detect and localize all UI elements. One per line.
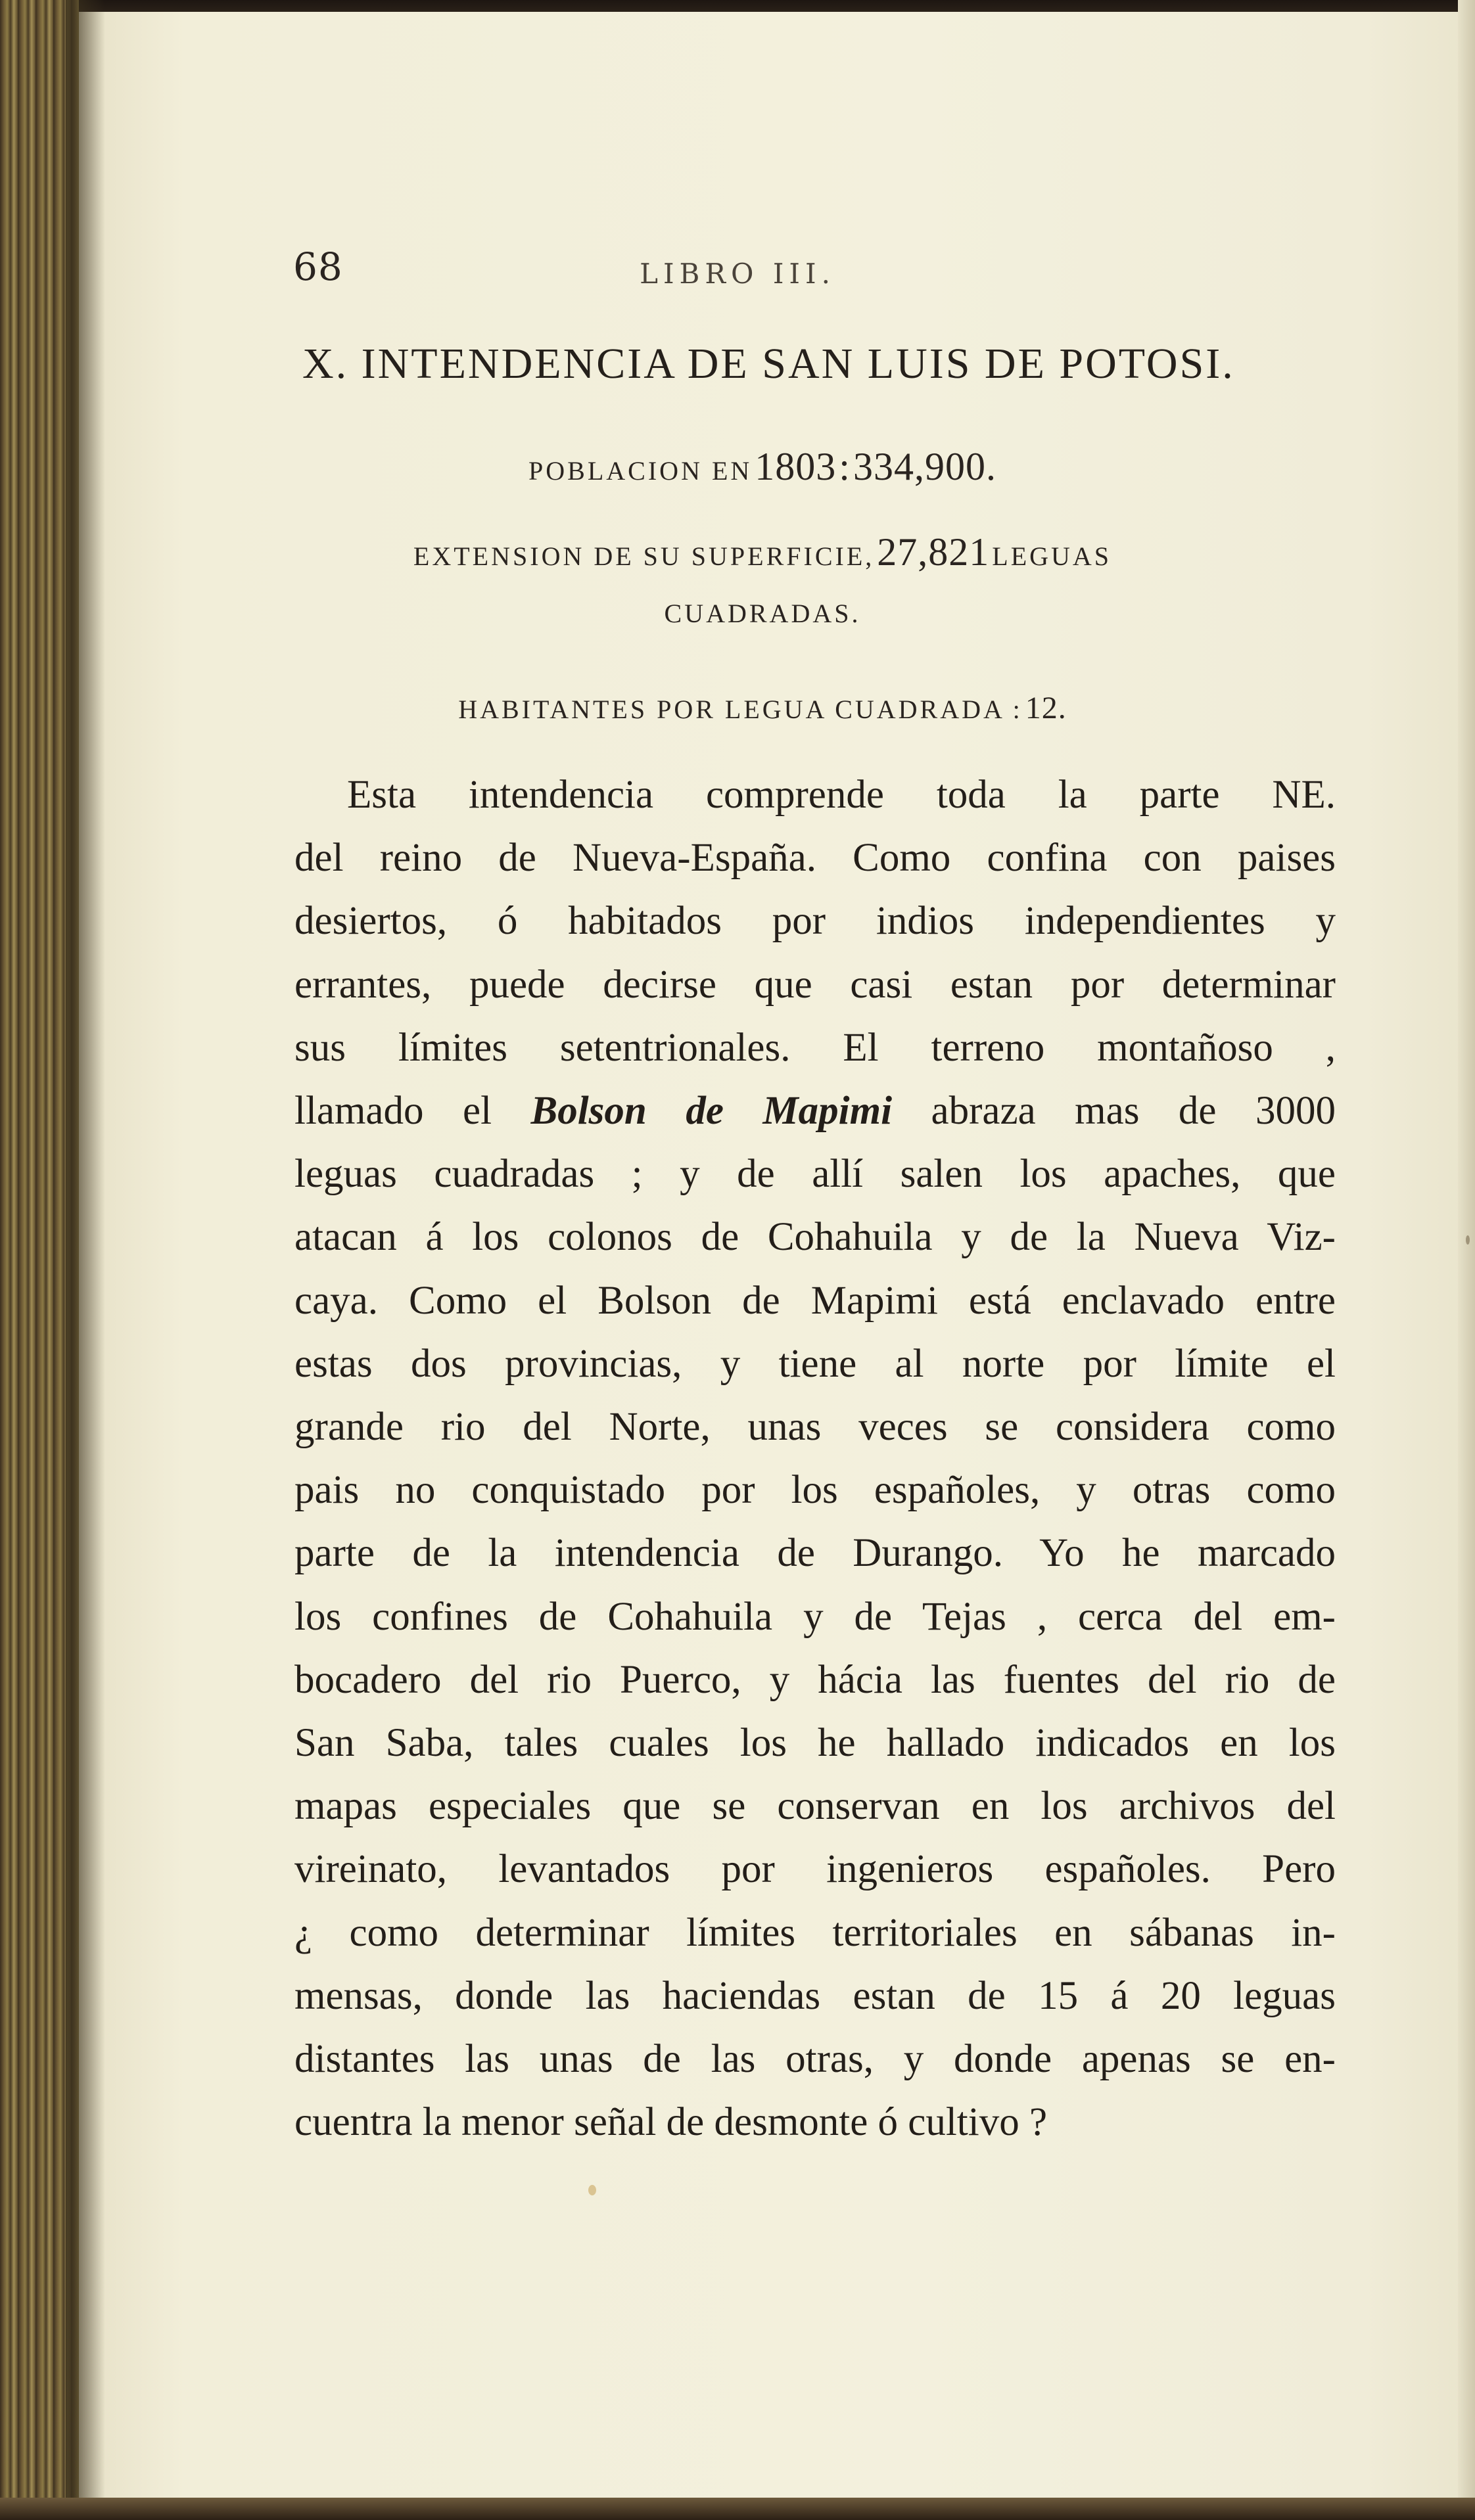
- extension-line: [197, 530, 1328, 575]
- bolson-de-mapimi-italic: Bolson de Mapimi: [530, 1089, 893, 1134]
- page-number: 68: [293, 244, 343, 289]
- body-line: ¿ como determinar límites territoriales en sábanas in-: [294, 1910, 1336, 1955]
- body-line: San Saba, tales cuales los he hallado indicados en los: [294, 1721, 1336, 1766]
- body-line: atacan á los colonos de Cohahuila y de la Nueva Viz-: [294, 1215, 1336, 1260]
- population-line: [197, 444, 1328, 490]
- scan-bottom-edge: [0, 2498, 1475, 2520]
- body-line: desiertos, ó habitados por indios independientes y: [294, 899, 1336, 944]
- body-line: cuentra la menor señal de desmonte ó cultivo ?: [294, 2100, 1048, 2145]
- extension-label: EXTENSION DE SU SUPERFICIE,: [413, 541, 875, 571]
- density-label: HABITANTES POR LEGUA CUADRADA :: [458, 695, 1023, 724]
- extension-value: 27,821: [877, 530, 990, 574]
- population-separator: :: [839, 445, 851, 488]
- body-line: sus límites setentrionales. El terreno montañoso ,: [294, 1025, 1336, 1070]
- section-title: X. INTENDENCIA DE SAN LUIS DE POTOSI.: [302, 340, 1235, 388]
- body-line: distantes las unas de las otras, y donde apenas se en-: [294, 2037, 1336, 2082]
- ink-speck: [588, 2185, 596, 2195]
- extension-unit: LEGUAS: [992, 541, 1112, 571]
- body-line: los confines de Cohahuila y de Tejas , cerca del em-: [294, 1594, 1336, 1639]
- body-line: estas dos provincias, y tiene al norte por límite el: [294, 1341, 1336, 1386]
- page-right-edge: [1458, 0, 1475, 2520]
- body-line: parte de la intendencia de Durango. Yo he marcado: [294, 1531, 1336, 1576]
- population-year: 1803: [755, 445, 837, 488]
- body-line-end: abraza mas de 3000: [931, 1089, 1336, 1134]
- body-paragraph: [294, 764, 1336, 2154]
- body-line: grande rio del Norte, unas veces se considera como: [294, 1405, 1336, 1450]
- population-value: 334,900.: [853, 445, 996, 488]
- density-line: [197, 690, 1328, 726]
- ink-speck: [1466, 1235, 1470, 1245]
- gutter-shadow: [66, 0, 105, 2520]
- density-value: 12.: [1025, 691, 1067, 725]
- body-line: vireinato, levantados por ingenieros españoles. Pero: [294, 1847, 1336, 1892]
- population-label: POBLACION EN: [528, 456, 753, 486]
- body-line: leguas cuadradas ; y de allí salen los apaches, que: [294, 1152, 1336, 1197]
- running-head: LIBRO III.: [640, 258, 835, 290]
- body-line-start: llamado el: [294, 1089, 492, 1134]
- body-line: Esta intendencia comprende toda la parte NE.: [347, 773, 1336, 817]
- body-line-bolson: [294, 1080, 1336, 1143]
- body-line: pais no conquistado por los españoles, y otras como: [294, 1468, 1336, 1513]
- body-line: del reino de Nueva-España. Como confina con paises: [294, 836, 1336, 881]
- body-line: bocadero del rio Puerco, y hácia las fuentes del rio de: [294, 1657, 1336, 1702]
- body-line: mensas, donde las haciendas estan de 15 á 20 leguas: [294, 1973, 1336, 2018]
- extension-unit-continued: CUADRADAS.: [664, 599, 861, 628]
- body-line: errantes, puede decirse que casi estan por determinar: [294, 962, 1336, 1007]
- body-line: mapas especiales que se conservan en los archivos del: [294, 1784, 1336, 1829]
- body-line: caya. Como el Bolson de Mapimi está enclavado entre: [294, 1278, 1336, 1323]
